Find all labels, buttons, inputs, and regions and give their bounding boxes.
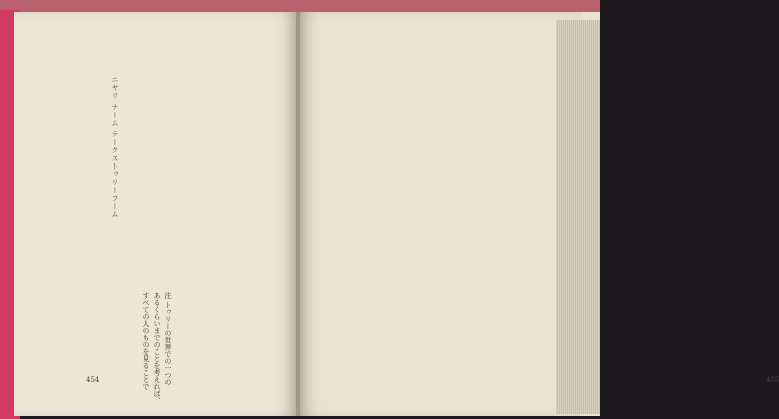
page-number-left: 454 (86, 376, 100, 384)
running-header: ニヤリ ナーム テークストゥリーフーム (111, 76, 119, 219)
book-gutter (296, 12, 300, 416)
page-number-right: 455 (766, 376, 779, 384)
footnote-line: 注 トゥリーの世界での一つの (164, 292, 172, 386)
page-edges (556, 20, 600, 414)
open-book (14, 12, 779, 416)
footnote-line: すべての人のものを見ることで (142, 292, 150, 390)
footnote-line: あるくらいまでのことを考えれば、 (153, 292, 161, 404)
right-page (298, 12, 779, 416)
left-page (14, 12, 298, 416)
left-page-footnote (140, 292, 173, 404)
